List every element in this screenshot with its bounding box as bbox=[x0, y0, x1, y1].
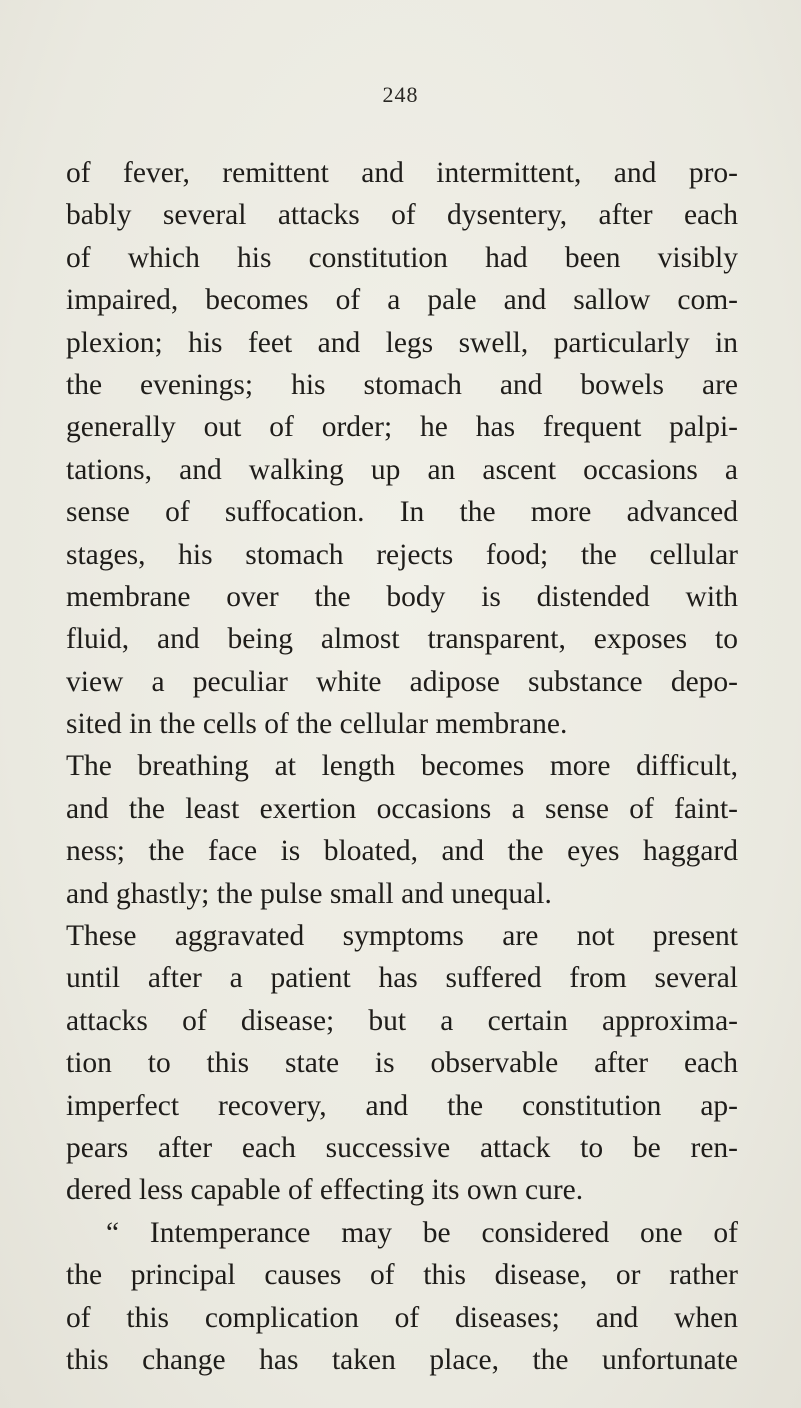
text-line: bably several attacks of dysentery, after each bbox=[66, 199, 738, 232]
text-line: and ghastly; the pulse small and unequal. bbox=[66, 877, 552, 910]
text-line: sense of suffocation. In the more advanced bbox=[66, 496, 738, 529]
text-line: plexion; his feet and legs swell, particularly in bbox=[66, 326, 738, 359]
text-line: ness; the face is bloated, and the eyes haggard bbox=[66, 835, 738, 868]
text-line: and the least exertion occasions a sense of faint- bbox=[66, 792, 738, 825]
text-line: generally out of order; he has frequent palpi- bbox=[66, 411, 738, 444]
text-line: dered less capable of effecting its own cure. bbox=[66, 1174, 584, 1207]
page-number: 248 bbox=[382, 82, 419, 107]
text-line: “ Intemperance may be considered one of bbox=[106, 1216, 738, 1249]
text-line: pears after each successive attack to be ren- bbox=[66, 1131, 738, 1164]
text-line: The breathing at length becomes more difficult, bbox=[66, 750, 738, 783]
text-line: These aggravated symptoms are not present bbox=[66, 920, 738, 953]
text-line: tion to this state is observable after each bbox=[66, 1047, 738, 1080]
text-line: attacks of disease; but a certain approxima- bbox=[66, 1004, 738, 1037]
text-line: impaired, becomes of a pale and sallow com- bbox=[66, 284, 738, 317]
text-line: the evenings; his stomach and bowels are bbox=[66, 368, 738, 401]
text-line: tations, and walking up an ascent occasions a bbox=[66, 453, 738, 486]
text-line: the principal causes of this disease, or rather bbox=[66, 1259, 738, 1292]
text-line: view a peculiar white adipose substance depo- bbox=[66, 665, 738, 698]
body-text bbox=[66, 152, 738, 1381]
text-line: membrane over the body is distended with bbox=[66, 580, 738, 613]
text-line: of which his constitution had been visibly bbox=[66, 241, 738, 274]
text-line: this change has taken place, the unfortunate bbox=[66, 1343, 738, 1376]
text-line: sited in the cells of the cellular membrane. bbox=[66, 708, 568, 741]
text-line: stages, his stomach rejects food; the cellular bbox=[66, 538, 738, 571]
text-line: of this complication of diseases; and when bbox=[66, 1301, 738, 1334]
text-line: imperfect recovery, and the constitution ap- bbox=[66, 1089, 738, 1122]
text-line: fluid, and being almost transparent, exposes to bbox=[66, 623, 738, 656]
text-line: until after a patient has suffered from several bbox=[66, 962, 738, 995]
text-line: of fever, remittent and intermittent, and pro- bbox=[66, 157, 738, 189]
